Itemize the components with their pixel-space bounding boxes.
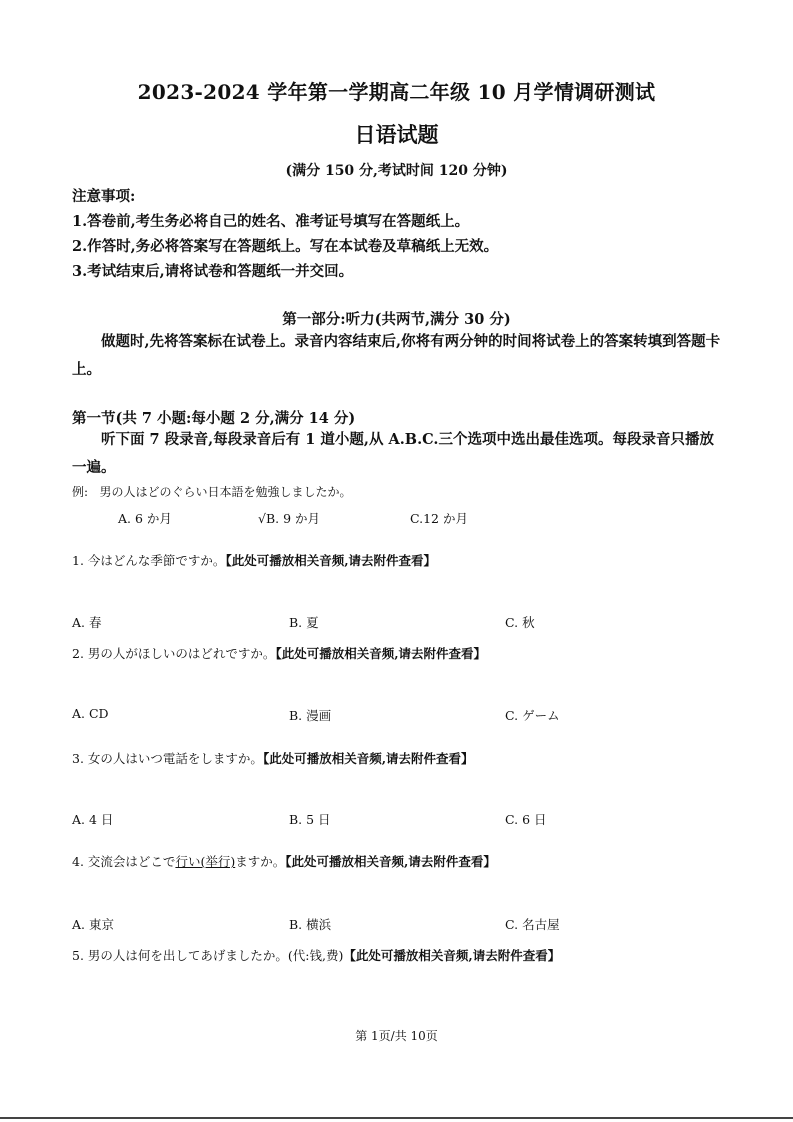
option-b: B. 漫画 bbox=[289, 708, 332, 723]
audio-tag: 【此处可播放相关音频,请去附件查看】 bbox=[225, 553, 437, 568]
note-item: 1.答卷前,考生务必将自己的姓名、准考证号填写在答题纸上。 bbox=[72, 213, 470, 230]
option-b: B. 横浜 bbox=[289, 917, 332, 932]
part-instruction: 做题时,先将答案标在试卷上。录音内容结束后,你将有两分钟的时间将试卷上的答案转填到答题卡上。 bbox=[72, 333, 721, 378]
section-instruction: 听下面 7 段录音,每段录音后有 1 道小题,从 A.B.C.三个选项中选出最佳选项。每段录音只播放一遍。 bbox=[72, 431, 714, 476]
audio-tag: 【此处可播放相关音频,请去附件查看】 bbox=[262, 751, 474, 766]
subject-title: 日语试题 bbox=[354, 122, 439, 147]
option-c: C. 6 日 bbox=[505, 812, 547, 827]
underlined-word: 行い(举行) bbox=[175, 854, 236, 869]
example-option: √B. 9 か月 bbox=[258, 511, 321, 526]
question-1: 1. 今はどんな季節ですか。【此处可播放相关音频,请去附件查看】 bbox=[72, 553, 437, 568]
section-heading: 第一节(共 7 小题:每小题 2 分,满分 14 分) bbox=[72, 410, 356, 427]
option-c: C. 秋 bbox=[505, 615, 535, 630]
option-b: B. 夏 bbox=[289, 615, 319, 630]
example-label: 例: bbox=[72, 485, 89, 499]
option-a: A. 東京 bbox=[72, 917, 114, 932]
audio-tag: 【此处可播放相关音频,请去附件查看】 bbox=[285, 854, 496, 869]
option-a: A. CD bbox=[72, 706, 109, 721]
note-item: 3.考试结束后,请将试卷和答题纸一并交回。 bbox=[72, 263, 354, 280]
option-c: C. 名古屋 bbox=[505, 917, 560, 932]
audio-tag: 【此处可播放相关音频,请去附件查看】 bbox=[275, 646, 487, 661]
notes-heading: 注意事项: bbox=[72, 188, 136, 205]
option-a: A. 4 日 bbox=[72, 812, 114, 827]
option-a: A. 春 bbox=[72, 615, 102, 630]
bottom-divider bbox=[0, 1117, 793, 1119]
option-b: B. 5 日 bbox=[289, 812, 331, 827]
question-3: 3. 女の人はいつ電話をしますか。【此处可播放相关音频,请去附件查看】 bbox=[72, 751, 474, 766]
question-5: 5. 男の人は何を出してあげましたか。(代:钱,费)【此处可播放相关音频,请去附件查看】 bbox=[72, 948, 561, 963]
example-option: A. 6 か月 bbox=[118, 511, 172, 526]
question-4: 4. 交流会はどこで行い(举行)ますか。【此处可播放相关音频,请去附件查看】 bbox=[72, 854, 496, 869]
exam-info: (满分 150 分,考试时间 120 分钟) bbox=[285, 163, 508, 179]
exam-title: 2023-2024 学年第一学期高二年级 10 月学情调研测试 bbox=[137, 80, 656, 104]
note-item: 2.作答时,务必将答案写在答题纸上。写在本试卷及草稿纸上无效。 bbox=[72, 238, 499, 255]
audio-tag: 【此处可播放相关音频,请去附件查看】 bbox=[343, 948, 561, 963]
example-text: 男の人はどのぐらい日本語を勉強しましたか。 bbox=[99, 485, 352, 499]
example-question bbox=[72, 483, 352, 500]
question-2: 2. 男の人がほしいのはどれですか。【此处可播放相关音频,请去附件查看】 bbox=[72, 646, 487, 661]
option-c: C. ゲーム bbox=[505, 708, 560, 723]
part-heading: 第一部分:听力(共两节,满分 30 分) bbox=[282, 311, 511, 328]
page-footer: 第 1页/共 10页 bbox=[355, 1029, 438, 1043]
example-option: C.12 か月 bbox=[410, 511, 468, 526]
